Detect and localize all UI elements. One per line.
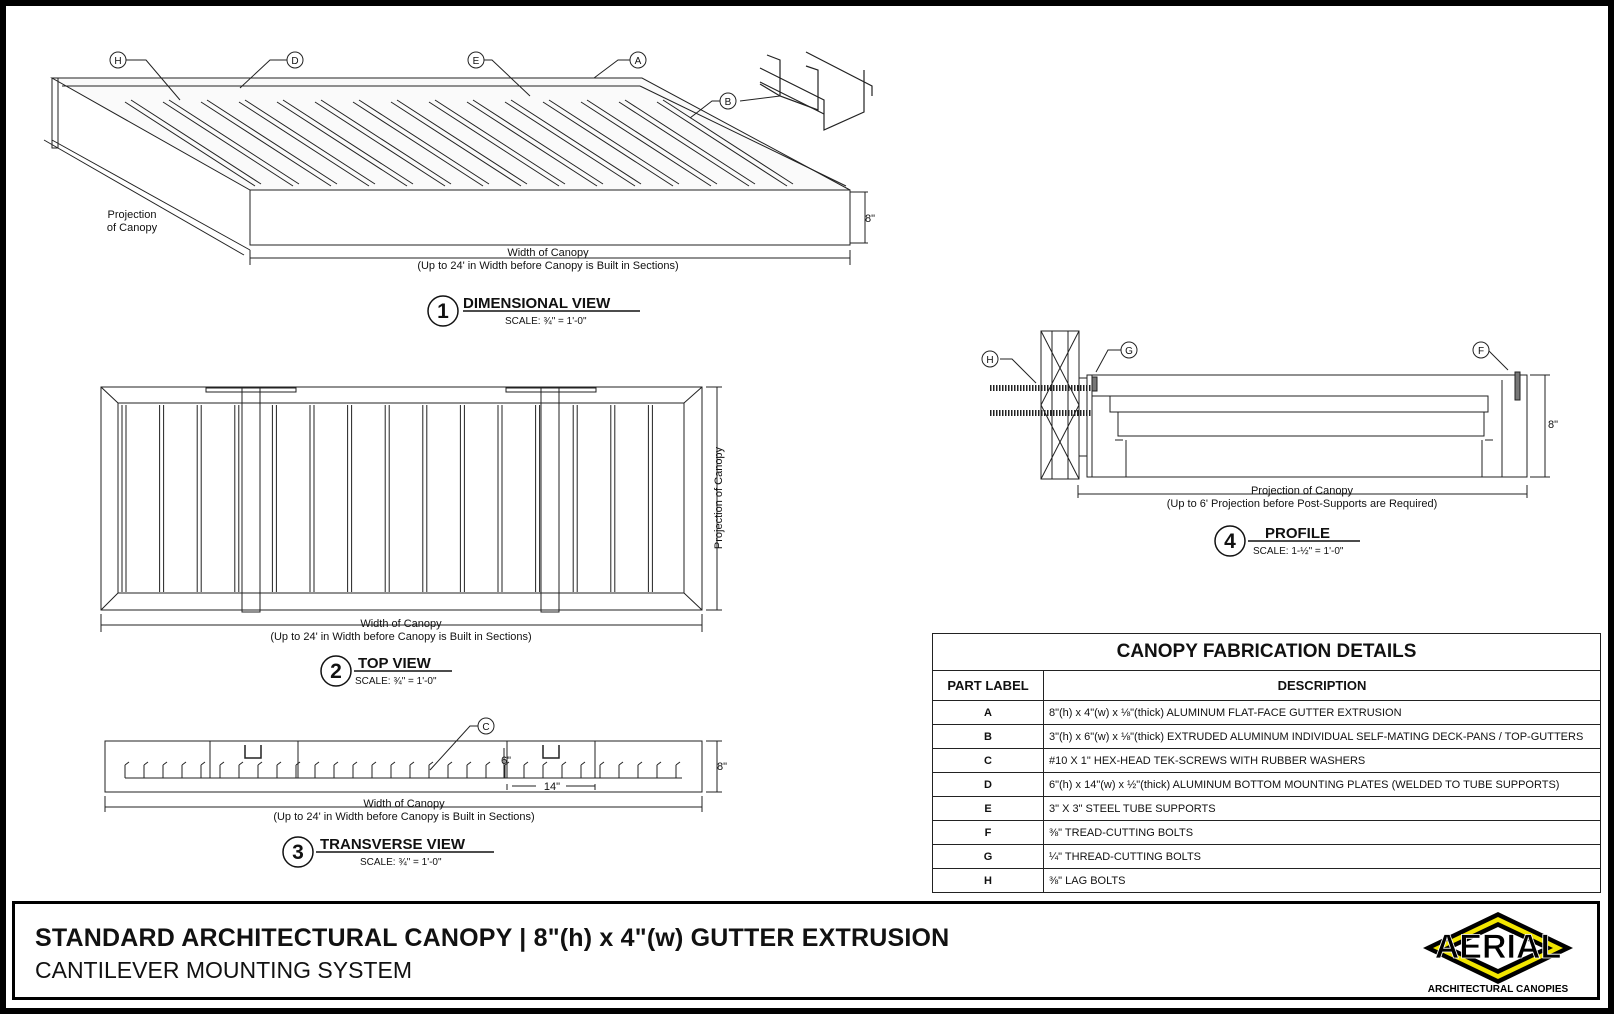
view-name-3: TRANSVERSE VIEW [320,836,466,853]
table-row [933,821,1601,845]
top-view-drawing [101,387,722,632]
callout-g: G [1125,346,1133,357]
part-label: B [933,725,1044,749]
part-description: ⅜" TREAD-CUTTING BOLTS [1044,821,1601,845]
part-description: 6"(h) x 14"(w) x ½"(thick) ALUMINUM BOTTOM MOUNTING PLATES (WELDED TO TUBE SUPPORTS) [1044,773,1601,797]
table-title: CANOPY FABRICATION DETAILS [933,634,1601,671]
callout-h-profile: H [986,355,994,366]
title-block [12,901,1600,1000]
view-name-4: PROFILE [1265,525,1331,542]
view-scale-4: SCALE: 1-½" = 1'-0" [1253,546,1344,557]
top-width-label-line1: Width of Canopy [360,618,442,630]
profile-projection-line1: Projection of Canopy [1250,485,1354,497]
view-number-2: 2 [330,660,342,683]
table-row [933,725,1601,749]
view-number-1: 1 [437,300,449,323]
col-header-label: PART LABEL [933,671,1044,701]
drawing-title: STANDARD ARCHITECTURAL CANOPY | 8"(h) x 4"(w) GUTTER EXTRUSION [35,924,950,952]
view-title-2 [321,655,452,687]
profile-height: 8" [1547,419,1559,431]
fabrication-details-table [932,633,1601,893]
width-label-line1: Width of Canopy [507,247,589,259]
view-title-4 [1215,525,1360,557]
part-label: A [933,701,1044,725]
width-label-line2: (Up to 24' in Width before Canopy is Built in Sections) [417,260,679,272]
view-name-1: DIMENSIONAL VIEW [463,295,611,312]
plate-height: 6" [500,755,512,767]
height-dimension: 8" [864,213,876,225]
plate-width: 14" [543,781,561,793]
dimensional-view-drawing [44,52,872,265]
transverse-width-label-line1: Width of Canopy [363,798,445,810]
callout-a: A [634,56,642,67]
projection-label-line1: Projection [107,209,157,221]
drawing-subtitle: CANTILEVER MOUNTING SYSTEM [35,957,412,983]
view-scale-2: SCALE: ¾" = 1'-0" [355,676,437,687]
table-row [933,797,1601,821]
view-scale-1: SCALE: ¾" = 1'-0" [505,316,587,327]
part-description: ¼" THREAD-CUTTING BOLTS [1044,845,1601,869]
transverse-height: 8" [716,761,728,773]
projection-label-line2: of Canopy [106,222,158,234]
aerial-logo [1413,908,1583,996]
top-projection-label: Projection of Canopy [713,446,725,550]
part-label: H [933,869,1044,893]
profile-view-drawing [1000,331,1550,498]
part-label: E [933,797,1044,821]
part-label: F [933,821,1044,845]
part-label: D [933,773,1044,797]
top-width-label-line2: (Up to 24' in Width before Canopy is Built in Sections) [270,631,532,643]
callout-b: B [724,97,732,108]
table-row [933,701,1601,725]
transverse-width-label-line2: (Up to 24' in Width before Canopy is Built in Sections) [273,811,535,823]
callout-h: H [114,56,122,67]
part-description: 3"(h) x 6"(w) x ⅛"(thick) EXTRUDED ALUMINUM INDIVIDUAL SELF-MATING DECK-PANS / TOP-GUTTERS [1044,725,1601,749]
part-description: ⅜" LAG BOLTS [1044,869,1601,893]
part-label: C [933,749,1044,773]
part-description: 8"(h) x 4"(w) x ⅛"(thick) ALUMINUM FLAT-FACE GUTTER EXTRUSION [1044,701,1601,725]
part-description: 3" X 3" STEEL TUBE SUPPORTS [1044,797,1601,821]
callout-e: E [472,56,480,67]
view-number-3: 3 [292,841,304,864]
logo-tagline: ARCHITECTURAL CANOPIES [1427,984,1569,995]
view-name-2: TOP VIEW [358,655,431,672]
part-label: G [933,845,1044,869]
table-row [933,845,1601,869]
callout-f: F [1477,346,1485,357]
col-header-description: DESCRIPTION [1044,671,1601,701]
view-title-3 [283,836,494,868]
logo-wordmark: AERIAL [1434,928,1562,966]
table-row [933,749,1601,773]
table-row [933,869,1601,893]
callout-d: D [291,56,299,67]
view-number-4: 4 [1224,530,1236,553]
table-row [933,773,1601,797]
view-scale-3: SCALE: ¾" = 1'-0" [360,857,442,868]
callout-c: C [482,722,490,733]
part-description: #10 X 1" HEX-HEAD TEK-SCREWS WITH RUBBER WASHERS [1044,749,1601,773]
profile-projection-line2: (Up to 6' Projection before Post-Supports are Required) [1166,498,1438,510]
view-title-1 [428,295,640,327]
